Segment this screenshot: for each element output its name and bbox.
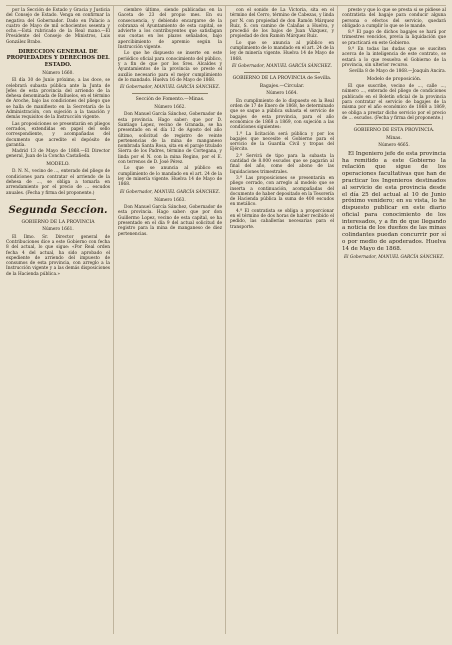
column-3 (230, 6, 338, 634)
intro-paragraph: por la Sección de Estado y Gracia y Justicia del Consejo de Estado. Venga en confirmar la negativa del Gobernador. Dado en Palacio a cuatro de Mayo de mil ochocientos sesenta y ocho.—Está rubricado de la Real mano.—El Presidente del Consejo de Ministros, Luis González Brabo. (6, 8, 110, 45)
section-heading: Sección de Fomento.—Minas. (135, 97, 205, 103)
paragraph: 8.ª El pago de dichos bagajes se hará por trimestres vencidos, previa la liquidación que se practicará en este Gobierno. (342, 30, 446, 46)
paragraph: El día 30 de Junio próximo, a las doce, se celebrará subasta pública ante la Junta de Jefes de esta provincia del arriendo de la dehesa denominada de Bañuelos, en el término de Aroche, bajo las condiciones del pliego que se halla de manifiesto en la Secretaría de la Administración, con sujeción a la tasación y demás requisitos de la Instrucción vigente. (6, 78, 110, 121)
paragraph: 1.ª La licitación será pública y por los bagajes que necesite el Gobierno para el servicio de la Guardia Civil y tropas del Ejército. (230, 131, 334, 153)
paragraph: Lo que he dispuesto se inserte en este periódico oficial para conocimiento del público, y a fin de que por los Sres. Alcaldes y Ayuntamientos de la provincia se preste el auxilio necesario para el mejor cumplimiento de lo mandado. Huelva 16 de Mayo de 1868. (118, 51, 222, 83)
paragraph: El Ingeniero jefe de esta provincia ha remitido a este Gobierno la relación que sigue de los operaciones facultativas que han de practicar los Ingenieros destinados al servicio de esta provincia desde el día 25 del actual al 10 de Junio próximo venidero; en su vista, lo he dispuesto publicar en este diario oficial para conocimiento de los interesados, y a fin de que llegando a noticia de los dueños de las minas colindantes puedan concurrir por sí o por medio de apoderados. Huelva 14 de Mayo de 1868. (342, 150, 446, 252)
segunda-seccion-heading: Segunda Seccion. (8, 204, 108, 216)
minas-heading: Minas. (386, 135, 402, 141)
column-1 (6, 6, 114, 634)
signature: El Gobernador, MANUEL GARCÍA SÁNCHEZ. (344, 254, 444, 260)
notice-number: Número 1660. (42, 70, 74, 76)
paragraph: El Ilmo. Sr. Director general de Contribuciones dice a este Gobierno con fecha 8 del actual, lo que sigue: «Por Real orden fecha 4 del actual, ha sido aprobado el expediente de arriendo del impuesto de consumos de esta provincia, con arreglo a la Instrucción vigente y a las demás disposiciones de la Hacienda pública.» (6, 234, 110, 277)
paragraph: 4.ª El contratista se obliga a proporcionar en el término de dos horas de haber recibido el pedido, las caballerías necesarias para el transporte. (230, 208, 334, 230)
signature: El Gobernador, MANUEL GARCÍA SÁNCHEZ. (120, 85, 220, 91)
divider (20, 199, 96, 200)
notice-number: Número 1661. (42, 227, 74, 233)
section-heading: Bagajes.—Circular. (259, 83, 305, 89)
paragraph: 2.ª Servirá de tipo para la subasta la cantidad de 8.000 escudos que se pagarán al final del año, como del abono de las liquidaciones trimestrales. (230, 153, 334, 175)
notice-number: Número 1662. (154, 105, 186, 111)
newspaper-page (6, 5, 446, 636)
paragraph: D. N. N., vecino de ..., enterado del pliego de condiciones para contratar el arriendo de la dehesa de ..., se obliga a tomarla en arrendamiento por el precio de ... escudos anuales. (Fecha y firma del proponente.) (6, 169, 110, 196)
paragraph: Lo que se anuncia al público en cumplimiento de lo mandado en el art. 24 de la ley de minería vigente. Huelva 14 de Mayo de 1868. (118, 166, 222, 188)
paragraph: preste y que lo que se presta si se pidiese al contratista del bagaje para conducir alguna persona o efectos del servicio, quedará obligado a cumplir lo que se le mande. (342, 8, 446, 29)
paragraph: Madrid 13 de Mayo de 1868.—El Director general, Juan de la Concha Castañeda. (6, 149, 110, 160)
gobierno-heading: GOBIERNO DE LA PROVINCIA de Sevilla. (232, 76, 332, 82)
paragraph: Don Manuel García Sánchez, Gobernador de esta provincia. Hago saber: que por D. Santiago Lopez, vecino de Granada, se ha presentado en el día 12 de Agosto del año último, solicitud de registro de veinte pertenencias de la mina de manganeso nombrada Santa Rosa, sita en el paraje titulado Sierra de los Padres, término de Cortegana, y linda por el N. con la mina Regino, por el E. con terrenos de D. José Pérez. (118, 112, 222, 166)
notice-number: Número 1664. (266, 91, 298, 97)
notice-number: Número 1663. (154, 197, 186, 203)
model-heading: MODELO. (46, 161, 70, 167)
column-4 (342, 6, 446, 634)
signature: El Gobernador, MANUEL GARCÍA SÁNCHEZ. (120, 189, 220, 195)
divider (244, 72, 320, 73)
paragraph: Lo que se anuncia al público en cumplimiento de lo mandado en el art. 24 de la ley de minería vigente. Huelva 14 de Mayo de 1868. (230, 40, 334, 62)
signature: El Gobernador, MANUEL GARCÍA SÁNCHEZ. (232, 63, 332, 69)
gobierno-heading: GOBIERNO DE ESTA PROVINCIA. (353, 128, 435, 134)
paragraph: 3.ª Las proposiciones se presentarán en pliego cerrado, con arreglo al modelo que se inserta a continuación, acompañadas del documento de haber depositado en la Tesorería de Hacienda pública la suma de 400 escudos en metálico. (230, 175, 334, 208)
paragraph: con el sonido de La Victoria, sita en el término del Cerro, término de Cabezas, y linda por N. con propiedad de don Ramón Márquez Ruiz, S. con camino de Calañas a Huelva, y procedió de los bajos de Juan Vázquez, y propiedad de don Ramón Márquez Ruiz. (230, 8, 334, 40)
paragraph: ciembre último, siendo publicadas en la Gaceta de 23 del propio mes. En su consecuencia, y debiendo encargarse de la cobranza el Ayuntamiento de esta capital, se advierte a los contribuyentes que satisfagan sus cuotas en los plazos señalados, bajo apercibimiento de apremio según la Instrucción vigente. (118, 8, 222, 51)
paragraph: Don Manuel García Sánchez, Gobernador de esta provincia. Hago saber: que por don Guillermo Lopez, vecino de esta capital, se ha presentado en el día 9 del actual solicitud de registro para la mina de manganeso de diez pertenencias. (118, 205, 222, 237)
model-heading: Modelo de proposición. (366, 76, 422, 82)
paragraph: En cumplimiento de lo dispuesto en la Real orden de 17 de Enero de 1868, he determinado que se saque a pública subasta el servicio de bagajes de esta provincia, para el año económico de 1868 a 1869, con sujeción a las condiciones siguientes: (230, 98, 334, 131)
notice-number: Número 4665. (378, 143, 410, 149)
paragraph: 9.ª En todas las dudas que se susciten acerca de la inteligencia de este contrato, se estará a lo que resuelva el Gobierno de la provincia, sin ulterior recurso. (342, 47, 446, 68)
paragraph: Las proposiciones se presentarán en pliegos cerrados, extendidas en papel del sello correspondiente, y acompañadas del documento que acredite el depósito de garantía. (6, 121, 110, 148)
column-2 (118, 6, 226, 634)
gobierno-heading: GOBIERNO DE LA PROVINCIA (21, 219, 95, 225)
divider (356, 124, 432, 125)
divider (132, 93, 208, 94)
paragraph: El que suscribe, vecino de ..., calle ..., número ..., enterado del pliego de condiciones publicado en el Boletín oficial de la provincia para contratar el servicio de bagajes de la misma por el año económico de 1868 a 1869, se obliga a prestar dicho servicio por el precio de ... escudos. (Fecha y firma del proponente.) (342, 84, 446, 121)
date-line: Sevilla 8 de Mayo de 1868.—Joaquín Ancira. (349, 69, 446, 75)
section-heading: DIRECCION GENERAL DE PROPIEDADES Y DERECHOS DEL ESTADO. (6, 49, 110, 68)
